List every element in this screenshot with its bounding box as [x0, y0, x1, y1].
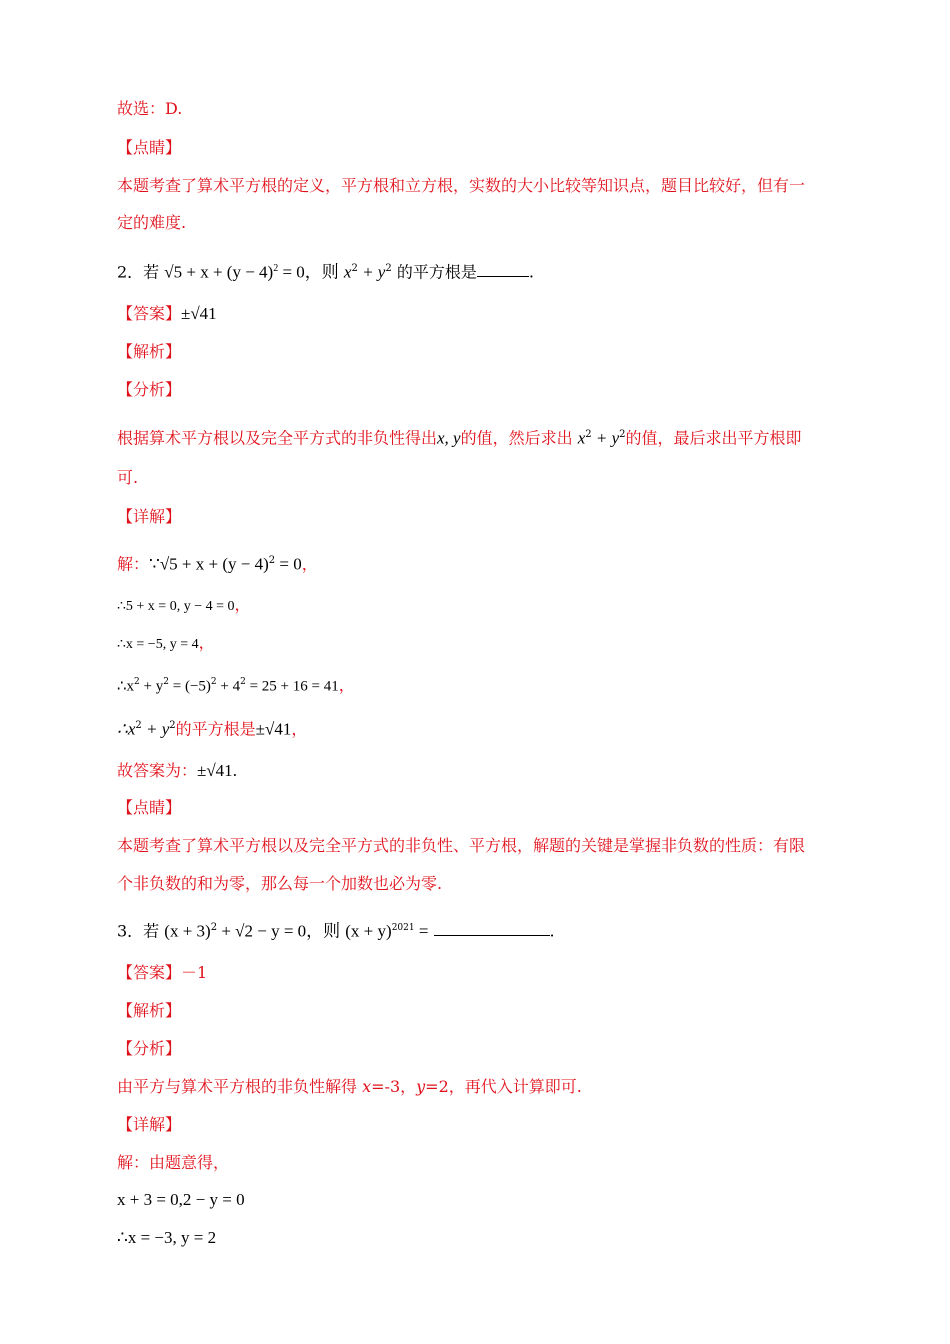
answer-line-2: 【答案】±√41 [117, 304, 217, 323]
detail-step-3: ∴x = −5, y = 4， [117, 633, 215, 652]
answer-blank[interactable] [477, 262, 529, 277]
conclusion-line: 故选：D. [117, 99, 183, 118]
detail-eq-3b: ∴x = −3, y = 2 [117, 1228, 217, 1247]
analysis-heading-3: 【解析】 [117, 1001, 182, 1020]
comment-text-1: 本题考查了算术平方根的定义，平方根和立方根，实数的大小比较等知识点，题目比较好，但有一 [117, 176, 806, 195]
detail-step-2: ∴5 + x = 0, y − 4 = 0， [117, 595, 251, 614]
fenxi-heading-2: 【分析】 [117, 380, 182, 399]
comment-heading: 【点睛】 [117, 138, 182, 157]
detail-text-3: 解：由题意得， [117, 1153, 230, 1172]
detail-step-1: 解：∵√5 + $x + (y - 4)^2 = 0$， [117, 554, 318, 574]
answer-line-3: 【答案】－1 [117, 963, 208, 982]
analysis-heading-2: 【解析】 [117, 342, 182, 361]
detail-eq-3a: x + 3 = 0,2 − y = 0 [117, 1190, 245, 1209]
question-3: 3．若 $(x + 3)^2 + √2 - y = 0$，则 $(x + y)^{2021}$ = . [117, 921, 555, 941]
fenxi-heading-3: 【分析】 [117, 1039, 182, 1058]
comment-text-2: 定的难度. [117, 213, 187, 232]
comment-heading-2: 【点睛】 [117, 798, 182, 817]
final-answer-2: 故答案为：±√41. [117, 761, 237, 780]
fenxi-text-2b: 可. [117, 468, 139, 487]
detail-step-4: $\therefore x^2 + y^2 = (-5)^2 + 4^2 = 25 + 16 = 41$， [117, 675, 355, 695]
detail-heading-2: 【详解】 [117, 507, 182, 526]
fenxi-text-2a: 根据算术平方根以及完全平方式的非负性得出x, y的值，然后求出 $x^2 + y^2$的值，最后求出平方根即 [117, 428, 802, 448]
fenxi-text-3: 由平方与算术平方根的非负性解得 x=-3，y=2，再代入计算即可. [117, 1077, 582, 1096]
question-2: 2．若 $√5 + x + (y - 4)^2 = 0$，则 $x^2 + y^2$ 的平方根是 . [117, 262, 534, 282]
comment-text-2b: 个非负数的和为零，那么每一个加数也必为零. [117, 874, 443, 893]
detail-heading-3: 【详解】 [117, 1115, 182, 1134]
comment-text-2a: 本题考查了算术平方根以及完全平方式的非负性、平方根，解题的关键是掌握非负数的性质：有限 [117, 836, 806, 855]
detail-step-5: $\therefore x^2 + y^2$的平方根是±√41， [117, 719, 308, 739]
answer-blank-3[interactable] [434, 921, 550, 936]
